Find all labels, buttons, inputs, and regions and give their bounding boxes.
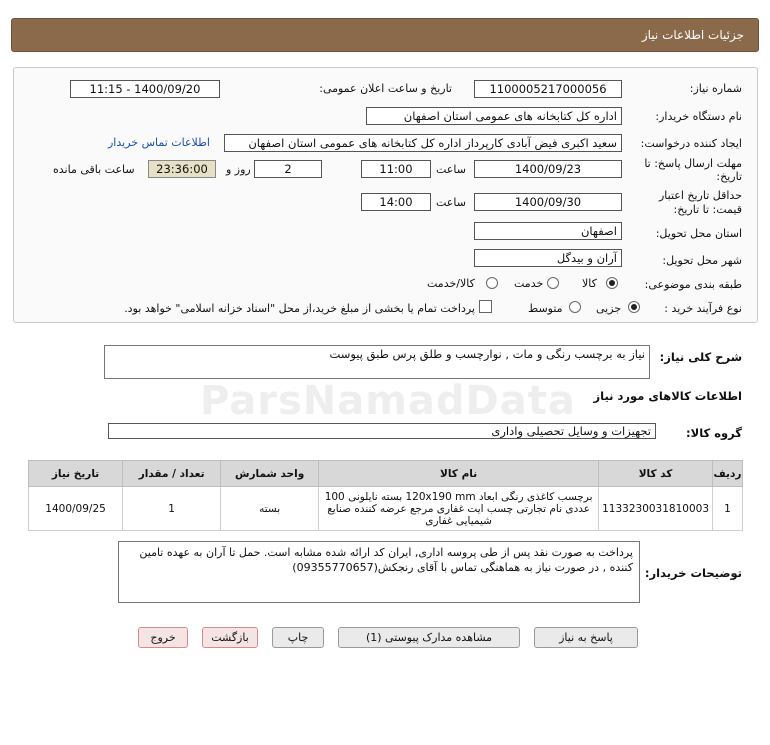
treasury-note: پرداخت تمام یا بخشی از مبلغ خرید،از محل "اسناد خزانه اسلامی" خواهد بود. — [124, 302, 475, 315]
cell-name: برچسب کاغذی رنگی ابعاد 120x190 mm بسته نایلونی 100 عددی نام تجارتی چسب ایت غفاری مرجع عرضه کننده صنایع شیمیایی غفاری — [319, 487, 599, 531]
buyer-notes-label: توضیحات خریدار: — [644, 566, 742, 580]
deadline-date-field: 1400/09/23 — [474, 160, 622, 178]
buyer-contact-link[interactable]: اطلاعات تماس خریدار — [108, 136, 210, 149]
purchase-minor-label: جزیی — [596, 302, 622, 315]
goods-group-label: گروه کالا: — [686, 426, 742, 440]
col-name: نام کالا — [319, 461, 599, 487]
col-row: ردیف — [713, 461, 743, 487]
description-field: نیاز به برچسب رنگی و مات , نوارچسب و طلق پرس طبق پیوست — [104, 345, 650, 379]
col-qty: تعداد / مقدار — [123, 461, 221, 487]
exit-button[interactable]: خروج — [138, 627, 188, 648]
cell-code: 1133230031810003 — [599, 487, 713, 531]
col-date: تاریخ نیاز — [29, 461, 123, 487]
province-label: استان محل تحویل: — [655, 227, 742, 240]
announce-datetime-field: 1400/09/20 - 11:15 — [70, 80, 220, 98]
col-code: کد کالا — [599, 461, 713, 487]
city-label: شهر محل تحویل: — [662, 254, 742, 267]
announce-datetime-label: تاریخ و ساعت اعلان عمومی: — [319, 82, 452, 95]
city-field: آران و بیدگل — [474, 249, 622, 267]
page-header — [11, 18, 759, 52]
requester-label: ایجاد کننده درخواست: — [640, 137, 742, 150]
purchase-medium-radio[interactable] — [569, 301, 581, 313]
deadline-label-2: تاریخ: — [716, 170, 742, 183]
need-number-field: 1100005217000056 — [474, 80, 622, 98]
validity-label: حداقل تاریخ اعتبار — [658, 189, 742, 202]
print-button[interactable]: چاپ — [272, 627, 324, 648]
goods-table-header — [29, 461, 743, 487]
deadline-time-label: ساعت — [436, 163, 466, 176]
validity-time-field: 14:00 — [361, 193, 431, 211]
validity-date-field: 1400/09/30 — [474, 193, 622, 211]
category-goods-service-label: کالا/خدمت — [427, 277, 475, 290]
deadline-days-field: 2 — [254, 160, 322, 178]
goods-group-field: تجهیزات و وسایل تحصیلی واداری — [108, 423, 656, 439]
goods-table — [28, 460, 743, 531]
remaining-time-field: 23:36:00 — [148, 160, 216, 178]
province-field: اصفهان — [474, 222, 622, 240]
cell-row: 1 — [713, 487, 743, 531]
category-goods-label: کالا — [582, 277, 597, 290]
category-service-radio[interactable] — [547, 277, 559, 289]
category-label: طبقه بندی موضوعی: — [644, 278, 742, 291]
deadline-label: مهلت ارسال پاسخ: تا — [644, 157, 742, 170]
page-title: جزئیات اطلاعات نیاز — [641, 28, 744, 42]
need-number-label: شماره نیاز: — [689, 82, 742, 95]
watermark: ParsNamadData — [200, 378, 576, 424]
view-attachments-button[interactable]: مشاهده مدارک پیوستی (1) — [338, 627, 520, 648]
requester-field: سعید اکبری فیض آبادی کارپرداز اداره کل کتابخانه های عمومی استان اصفهان — [224, 134, 622, 152]
buyer-org-field: اداره کل کتابخانه های عمومی استان اصفهان — [366, 107, 622, 125]
validity-label-2: قیمت: تا تاریخ: — [673, 203, 742, 216]
remaining-time-label: ساعت باقی مانده — [53, 163, 135, 176]
buyer-org-label: نام دستگاه خریدار: — [655, 110, 742, 123]
category-service-label: خدمت — [514, 277, 544, 290]
category-goods-service-radio[interactable] — [486, 277, 498, 289]
cell-qty: 1 — [123, 487, 221, 531]
purchase-type-label: نوع فرآیند خرید : — [664, 302, 742, 315]
goods-section-title: اطلاعات کالاهای مورد نیاز — [593, 389, 742, 403]
cell-unit: بسته — [221, 487, 319, 531]
deadline-time-field: 11:00 — [361, 160, 431, 178]
deadline-days-label: روز و — [226, 163, 251, 176]
treasury-checkbox[interactable] — [479, 300, 492, 313]
table-row — [29, 487, 743, 531]
purchase-medium-label: متوسط — [528, 302, 563, 315]
cell-date: 1400/09/25 — [29, 487, 123, 531]
back-button[interactable]: بازگشت — [202, 627, 258, 648]
validity-time-label: ساعت — [436, 196, 466, 209]
col-unit: واحد شمارش — [221, 461, 319, 487]
description-label: شرح کلی نیاز: — [659, 350, 742, 364]
purchase-minor-radio[interactable] — [628, 301, 640, 313]
category-goods-radio[interactable] — [606, 277, 618, 289]
reply-button[interactable]: پاسخ به نیاز — [534, 627, 638, 648]
buyer-notes-field: پرداخت به صورت نقد پس از طی پروسه اداری, ایران کد ارائه شده مشابه است. حمل تا آران به عهده تامین کننده , در صورت نیاز به هماهنگی تماس با آقای رنجکش(09355770657) — [118, 541, 640, 603]
